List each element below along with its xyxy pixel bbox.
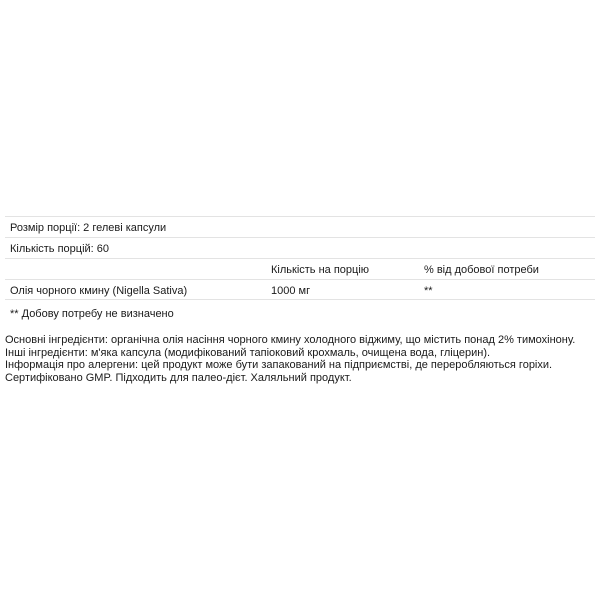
daily-value-footnote: ** Добову потребу не визначено: [10, 308, 174, 320]
serving-size-row: [5, 216, 595, 237]
other-ingredients: Інші інгредієнти: м'яка капсула (модифікований тапіоковий крохмаль, очищена вода, гліцерин).: [5, 346, 491, 359]
amount-per-serving-header: Кількість на порцію: [271, 264, 370, 276]
allergen-info: Інформація про алергени: цей продукт може бути запакований на підприємстві, де переробляються горіхи. Сертифіковано GMP. Підходить для палео-дієт. Халяльний продукт.: [5, 359, 553, 384]
table-header-row: [5, 258, 595, 279]
ingredient-name: Олія чорного кмину (Nigella Sativa): [10, 285, 188, 297]
serving-size: Розмір порції: 2 гелеві капсули: [10, 222, 167, 234]
supplement-facts-table: [5, 216, 595, 300]
ingredient-amount: 1000 мг: [271, 285, 311, 297]
daily-value-header: % від добової потреби: [424, 264, 539, 276]
ingredients-section: [5, 334, 590, 384]
ingredient-daily-value: **: [424, 285, 433, 297]
main-ingredients: Основні інгредієнти: органічна олія насіння чорного кмину холодного віджиму, що містить понад 2% тимохінону.: [5, 334, 576, 346]
servings-per-container: Кількість порцій: 60: [10, 243, 110, 255]
table-row: [5, 279, 595, 300]
servings-per-container-row: [5, 237, 595, 258]
